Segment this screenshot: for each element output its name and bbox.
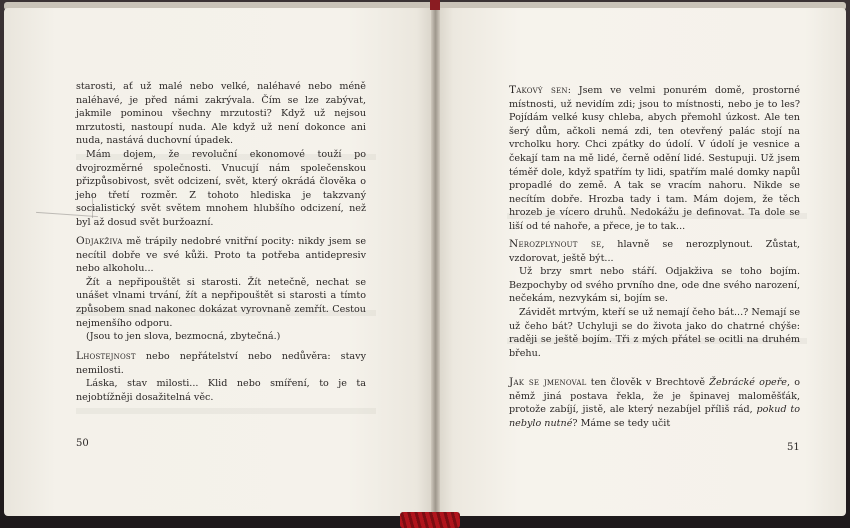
ribbon-bookmark-bottom	[400, 512, 460, 528]
left-block-2	[76, 235, 366, 344]
left-block-1	[76, 80, 366, 230]
entry-head: Nerozplynout se	[509, 238, 602, 250]
paragraph: starosti, ať už malé nebo velké, naléhavé nebo méně naléhavé, je před námi zakrývala. Čím se lze zabývat, jakmile pominou všechny mrzutosti? Když už nejsou mrzutosti, nastoupí nuda. Ale když už není dokonce ani nuda, nastává duchovní úpadek.	[76, 81, 366, 147]
left-block-3	[76, 350, 366, 404]
entry-text: nebo nepřátelství nebo nedůvěra: stavy nemilosti.	[76, 351, 366, 376]
entry-head: Jak se jmenoval	[509, 376, 587, 388]
entry-head: Odjakživa	[76, 235, 123, 247]
paragraph	[509, 84, 800, 234]
paragraph	[509, 238, 800, 265]
paragraph	[509, 376, 800, 430]
book-gutter	[431, 8, 440, 516]
italic-title: Žebrácké opeře	[709, 377, 787, 388]
entry-text: mě trápily nedobré vnitřní pocity: nikdy jsem se necítil dobře ve své kůži. Proto ta potřeba antidepresiv nebo alkoholu...	[76, 236, 366, 275]
ribbon-bookmark-top	[430, 0, 440, 10]
entry-text: : Jsem ve velmi ponurém domě, prostorné místnosti, už nevidím zdi; jsou to místnosti, nebo je to les? Pojídám velké kusy chleba, abych přemohl úzkost. Ale ten šerý dům, ačkoli nemá zdi, ten otevřený palác stojí na vrcholku hory. Chci zpátky do údolí. V údolí je vesnice a čekají tam na mě lidé, černě odění lidé. Sestupuji. Už jsem téměř dole, když spatřím ty lidi, spatřím malé domky napůl propadlé do země. A tak se vracím nahoru. Nikde se necítím dobře. Hrozba tady i tam. Mám dojem, že těch hrozeb je vícero druhů. Nedokážu je definovat. Ta dole se liší od té nahoře, a přece, je to tak...	[509, 85, 800, 232]
entry-text: ? Máme se tedy učit	[572, 417, 671, 429]
paragraph	[76, 235, 366, 276]
paragraph: Mám dojem, že revoluční ekonomové touží po dvojrozměrné společnosti. Vnucují nám společenskou přizpůsobivost, svět odcizení, svět, který okrádá člověka o jeho třetí rozměr. Z tohoto hlediska je takzvaný socialistický svět světem mnohem hlubšího odcizení, než byl až dosud svět buržoazní.	[76, 148, 366, 228]
paragraph	[76, 350, 366, 377]
right-block-2	[509, 238, 800, 360]
paragraph: Láska, stav milosti... Klid nebo smíření, to je ta nejobtížněji dosažitelná věc.	[76, 378, 366, 403]
entry-text: , hlavně se nerozplynout. Zůstat, vzdorovat, ještě být...	[509, 239, 800, 264]
page-number: 51	[787, 442, 800, 453]
right-block-3	[509, 376, 800, 430]
entry-text: , o němž jiná postava řekla, že je špinavej maloměšťák, protože zabíjí, jistě, ale který nezabíjel příliš rád,	[509, 377, 801, 416]
paragraph: Už brzy smrt nebo stáří. Odjakživa se toho bojím. Bezpochyby od svého prvního dne, ode dne svého narození, nečekám, nezvykám si, bojím se.	[509, 266, 800, 305]
entry-head: Lhostejnost	[76, 350, 136, 362]
entry-text: ten člověk v Brechtově	[586, 377, 710, 388]
show-through-line	[76, 408, 376, 414]
paragraph: (Jsou to jen slova, bezmocná, zbytečná.)	[86, 331, 281, 343]
entry-head: Takový sen	[509, 84, 568, 96]
italic-quote: pokud to nebylo nutné	[509, 404, 801, 429]
paragraph: Závidět mrtvým, kteří se už nemají čeho bát...? Nemají se už čeho bát? Uchyluji se do života jako do chatrné chýše: raději se ještě bojím. Tři z mých přátel se ocitli na druhém břehu.	[509, 306, 800, 359]
page-number: 50	[76, 438, 89, 449]
right-block-1	[509, 84, 800, 234]
paragraph: Žít a nepřipouštět si starosti. Žít netečně, nechat se unášet vlnami trvání, žít a nepřipouštět si starosti a tímto způsobem snad nakonec dokázat vyrovnaně zemřít. Cestou nejmenšího odporu.	[76, 276, 366, 329]
